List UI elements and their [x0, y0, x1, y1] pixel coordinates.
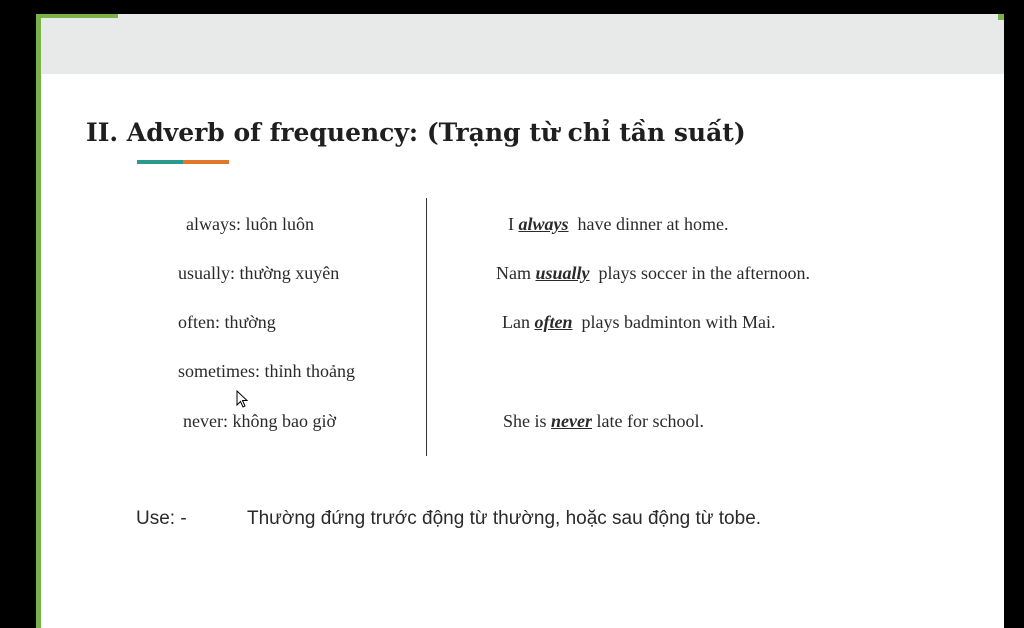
example-usually [496, 263, 810, 284]
example-never-adverb: never [551, 411, 592, 431]
presentation-slide [36, 14, 1004, 628]
example-often-after: plays badminton with Mai. [572, 312, 776, 332]
slide-frame-corner-accent [998, 14, 1004, 20]
slide-frame-top-accent [36, 14, 118, 18]
slide-title: II. Adverb of frequency: (Trạng từ chỉ tần suất) [86, 118, 746, 147]
example-always-after: have dinner at home. [568, 214, 729, 234]
example-usually-after: plays soccer in the afternoon. [589, 263, 810, 283]
example-often-adverb: often [534, 312, 573, 332]
example-usually-adverb: usually [535, 263, 590, 283]
mouse-pointer-icon [236, 390, 248, 408]
example-always-before: I [508, 214, 519, 234]
slide-header-band [41, 14, 1004, 74]
example-always-adverb: always [518, 214, 569, 234]
use-label: Use: - [136, 508, 187, 529]
term-often: often: thường [178, 312, 276, 332]
example-usually-before: Nam [496, 263, 536, 283]
example-never-before: She is [503, 411, 552, 431]
example-often-before: Lan [502, 312, 535, 332]
term-always: always: luôn luôn [186, 214, 314, 234]
title-underline-teal [137, 160, 183, 164]
example-never-after: late for school. [592, 411, 704, 431]
column-divider [426, 198, 427, 456]
term-never: never: không bao giờ [183, 411, 336, 431]
title-underline-orange [183, 160, 229, 164]
term-usually: usually: thường xuyên [178, 263, 340, 283]
use-text: Thường đứng trước động từ thường, hoặc sau động từ tobe. [247, 508, 762, 529]
example-often [502, 312, 775, 333]
slide-frame-left-accent [36, 14, 41, 628]
example-never [503, 411, 704, 432]
term-sometimes: sometimes: thỉnh thoảng [178, 361, 355, 381]
example-always [508, 214, 728, 235]
